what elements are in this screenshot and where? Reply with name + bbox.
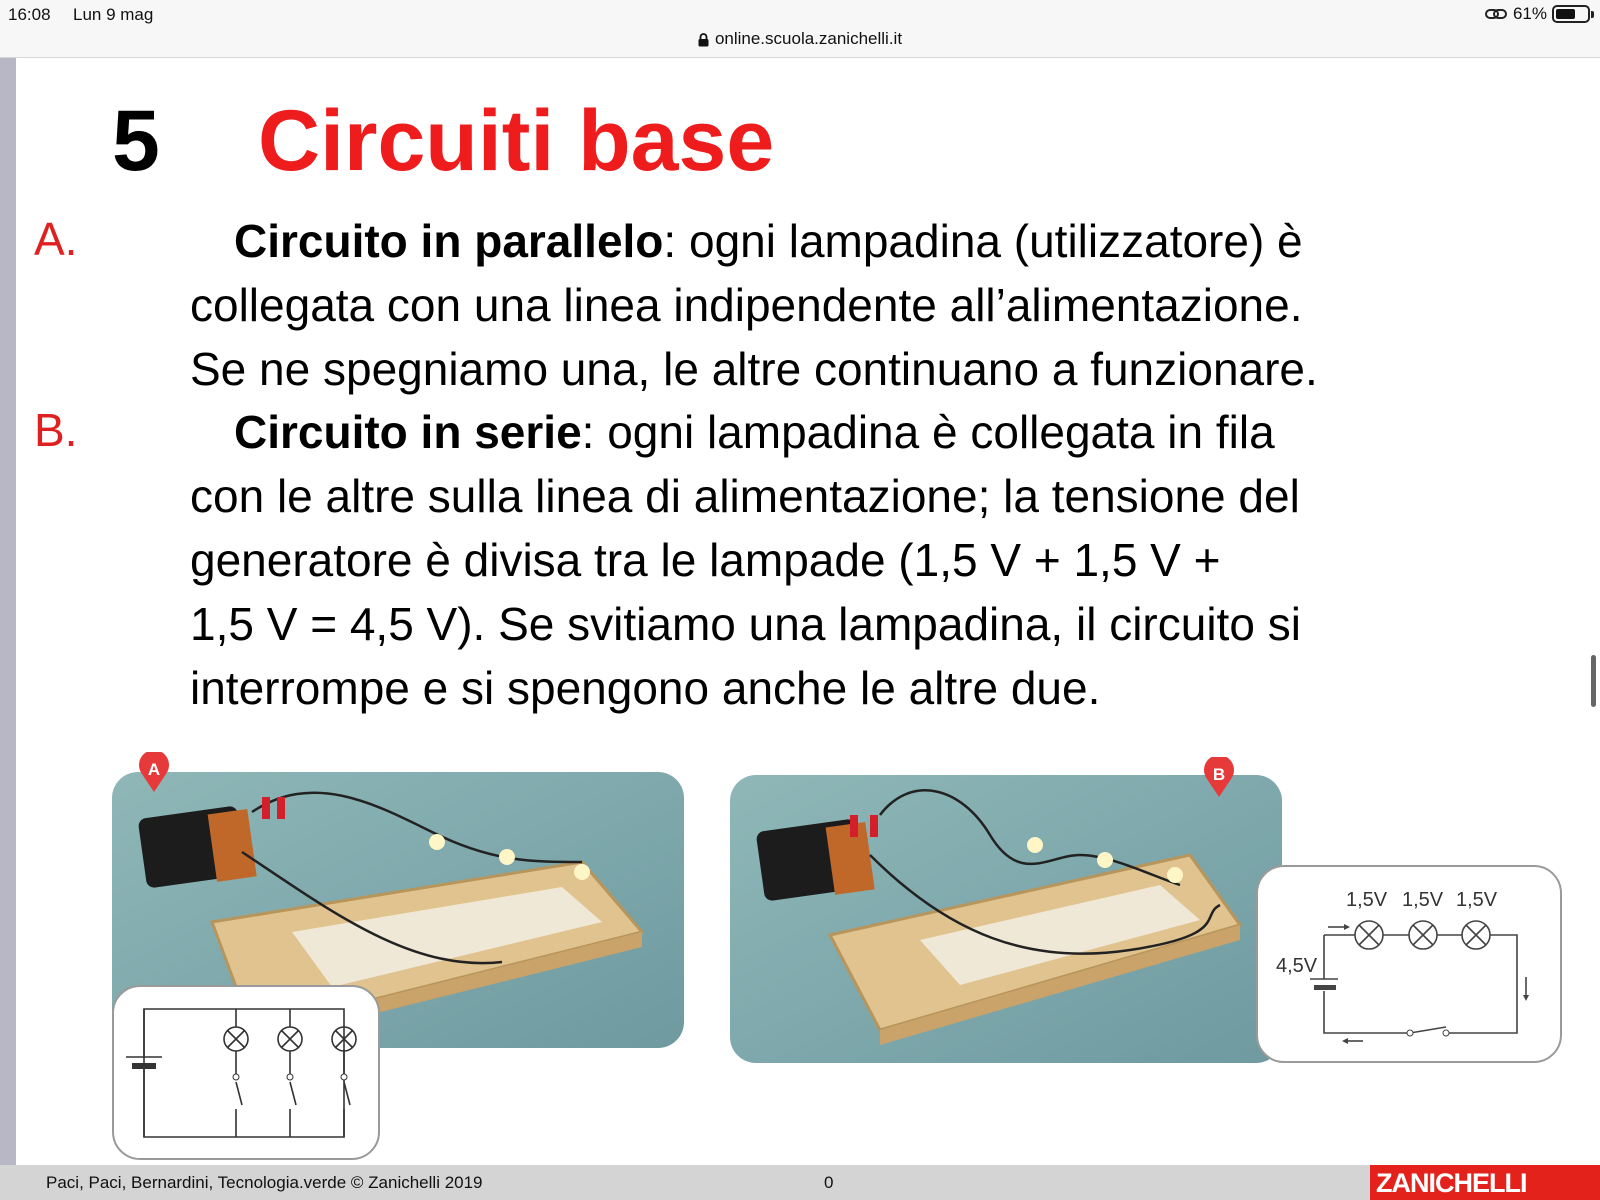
scrollbar-thumb[interactable] (1591, 655, 1596, 707)
link-icon (1484, 6, 1508, 22)
term-parallel: Circuito in parallelo (234, 215, 664, 267)
left-edge-bar (0, 58, 16, 1165)
text-line: 1,5 V = 4,5 V). Se svitiamo una lampadina, il circuito si (190, 598, 1301, 650)
text-line: collegata con una linea indipendente all’alimentazione. (190, 279, 1303, 331)
url-text: online.scuola.zanichelli.it (714, 29, 903, 48)
text-line: : ogni lampadina è collegata in fila (581, 406, 1275, 458)
pin-b-label: B (1212, 765, 1226, 784)
diagram-parallel (112, 985, 380, 1160)
marker-b: B. (34, 404, 78, 456)
pin-a-label: A (147, 760, 161, 779)
status-bar (0, 0, 1600, 58)
battery-percent: 61% (1512, 4, 1547, 23)
text-line: con le altre sulla linea di alimentazione; la tensione del (190, 470, 1300, 522)
text-line: : ogni lampadina (utilizzatore) è (663, 215, 1303, 267)
footer-credit: Paci, Paci, Bernardini, Tecnologia.verde © Zanichelli 2019 (46, 1173, 483, 1192)
slide-number: 5 (112, 93, 160, 189)
text-line: Se ne spegniamo una, le altre continuano a funzionare. (190, 343, 1318, 395)
battery-icon (1552, 5, 1590, 23)
address-bar[interactable] (0, 29, 1600, 49)
status-right (1484, 4, 1590, 24)
term-series: Circuito in serie (234, 406, 582, 458)
source-voltage-label: 4,5V (1276, 955, 1318, 977)
status-date: Lun 9 mag (73, 5, 154, 24)
lamp-voltage-label: 1,5V (1456, 889, 1498, 911)
marker-a: A. (34, 213, 78, 265)
status-time: 16:08 (8, 5, 51, 24)
diagram-series (1256, 865, 1562, 1063)
text-line: interrompe e si spengono anche le altre due. (190, 662, 1101, 714)
paragraph-parallel (190, 209, 1490, 401)
photo-series-circuit (730, 775, 1282, 1063)
footer-page-number: 0 (824, 1173, 834, 1192)
paragraph-series (190, 400, 1490, 720)
slide-title: Circuiti base (258, 93, 775, 189)
lock-icon (698, 33, 709, 47)
footer (0, 1165, 1600, 1200)
lamp-voltage-label: 1,5V (1346, 889, 1388, 911)
lamp-voltage-label: 1,5V (1402, 889, 1444, 911)
publisher-logo: ZANICHELLI (1370, 1165, 1600, 1200)
text-line: generatore è divisa tra le lampade (1,5 V + 1,5 V + (190, 534, 1221, 586)
